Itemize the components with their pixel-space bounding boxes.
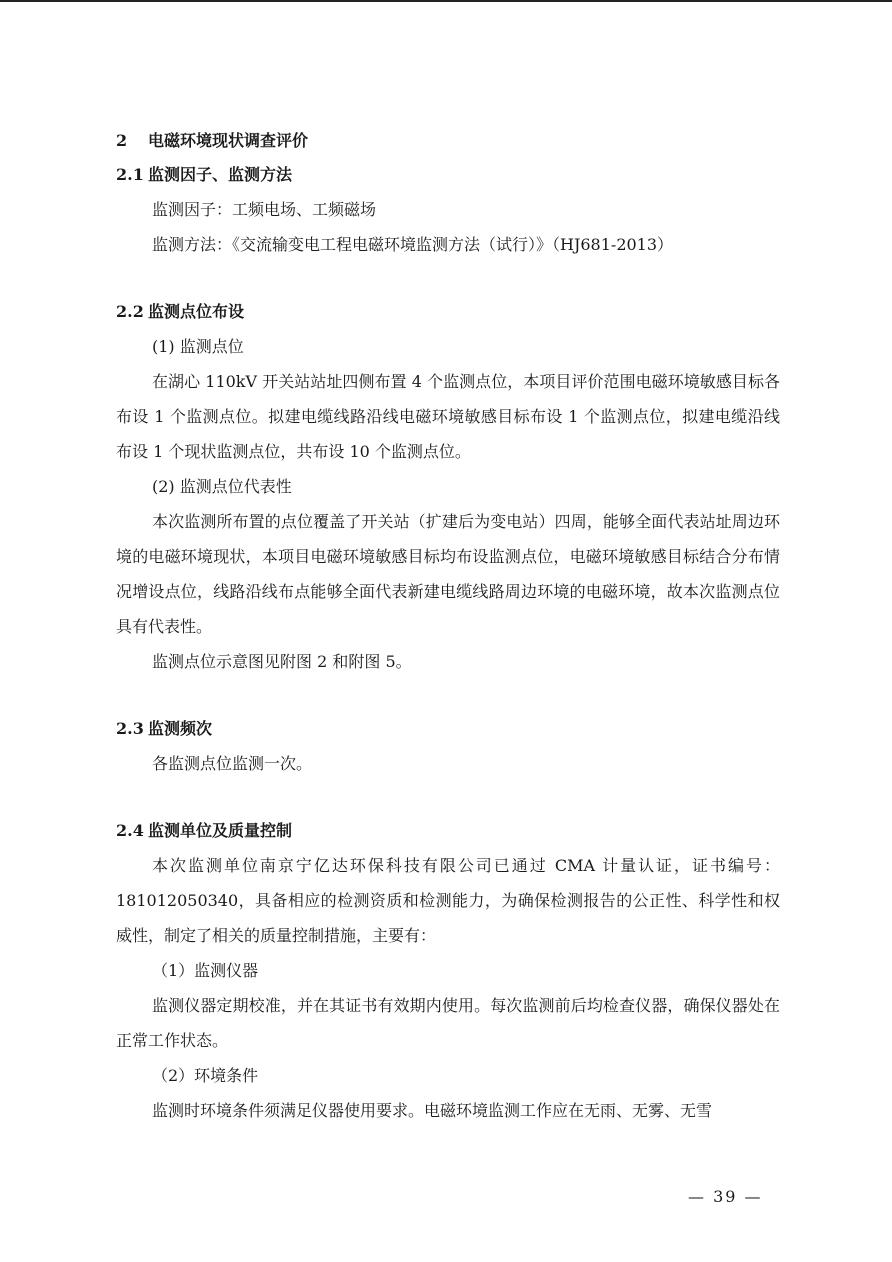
subheading-instruments: （1）监测仪器 — [152, 961, 259, 980]
section-2-3-heading — [116, 712, 780, 746]
top-border-line — [0, 0, 892, 2]
paragraph-representativeness: 本次监测所布置的点位覆盖了开关站（扩建后为变电站）四周，能够全面代表站址周边环境的电磁环境现状，本项目电磁环境敏感目标均布设监测点位，电磁环境敏感目标结合分布情况增设点位，线路沿线布点能够全面代表新建电缆线路周边环境的电磁环境，故本次监测点位具有代表性。 — [116, 512, 780, 636]
paragraph-frequency: 各监测点位监测一次。 — [152, 754, 313, 773]
paragraph-monitoring-points: 在湖心 110kV 开关站站址四侧布置 4 个监测点位，本项目评价范围电磁环境敏感目标各布设 1 个监测点位。拟建电缆线路沿线电磁环境敏感目标布设 1 个监测点位，拟建电缆沿线布设 1 个现状监测点位，共布设 10 个监测点位。 — [116, 372, 780, 461]
page-number: — 39 — — [688, 1187, 763, 1206]
section-title: 监测频次 — [148, 719, 213, 738]
section-2-1-heading — [116, 158, 780, 192]
subheading-representativeness: (2) 监测点位代表性 — [152, 477, 292, 496]
section-number: 2.2 — [116, 302, 144, 321]
section-number: 2 — [116, 131, 128, 150]
section-2-4-heading — [116, 814, 780, 848]
paragraph-quality-control: 本次监测单位南京宁亿达环保科技有限公司已通过 CMA 计量认证，证书编号：181012050340，具备相应的检测资质和检测能力，为确保检测报告的公正性、科学性和权威性，制定了相关的质量控制措施，主要有： — [116, 856, 780, 945]
section-title: 监测点位布设 — [148, 302, 245, 321]
section-2-2-heading — [116, 295, 780, 329]
section-number: 2.4 — [116, 821, 144, 840]
paragraph-monitoring-factors: 监测因子：工频电场、工频磁场 — [152, 200, 377, 219]
paragraph-instruments: 监测仪器定期校准，并在其证书有效期内使用。每次监测前后均检查仪器，确保仪器处在正常工作状态。 — [116, 996, 780, 1050]
paragraph-environment: 监测时环境条件须满足仪器使用要求。电磁环境监测工作应在无雨、无雾、无雪 — [152, 1101, 713, 1120]
section-number: 2.3 — [116, 719, 144, 738]
subheading-monitoring-points: (1) 监测点位 — [152, 337, 244, 356]
section-title: 电磁环境现状调查评价 — [148, 131, 309, 150]
section-title: 监测因子、监测方法 — [148, 165, 293, 184]
section-2-heading — [116, 124, 780, 158]
section-number: 2.1 — [116, 165, 144, 184]
subheading-environment: （2）环境条件 — [152, 1066, 259, 1085]
paragraph-figure-reference: 监测点位示意图见附图 2 和附图 5。 — [152, 652, 412, 671]
section-title: 监测单位及质量控制 — [148, 821, 293, 840]
document-body — [116, 124, 780, 1128]
paragraph-monitoring-method: 监测方法：《交流输变电工程电磁环境监测方法（试行）》（HJ681-2013） — [152, 235, 674, 254]
